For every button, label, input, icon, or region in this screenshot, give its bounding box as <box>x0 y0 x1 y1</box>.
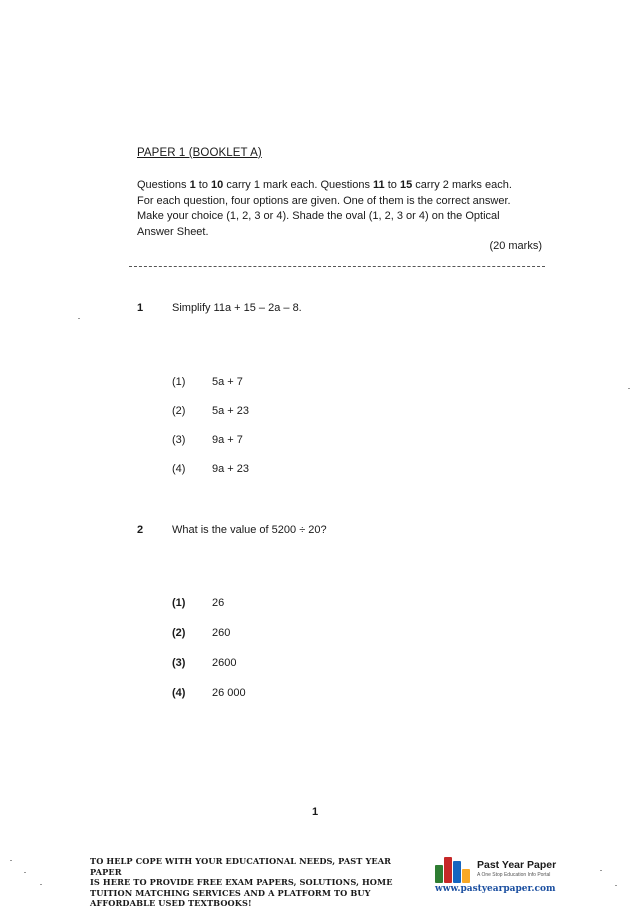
past-year-paper-logo <box>433 851 563 897</box>
scan-speck <box>78 318 80 319</box>
option-label: (2) <box>172 627 186 639</box>
question-1-number: 1 <box>137 302 144 314</box>
option-label: (2) <box>172 405 186 417</box>
question-2-option-2 <box>172 627 230 639</box>
question-2-option-3 <box>172 657 236 669</box>
book-red <box>444 857 452 883</box>
scan-speck <box>615 885 617 886</box>
page-number: 1 <box>312 806 319 818</box>
instruction-line-3: Make your choice (1, 2, 3 or 4). Shade the oval (1, 2, 3 or 4) on the Optical <box>137 210 500 222</box>
books-icon <box>435 855 473 883</box>
option-label: (3) <box>172 434 186 446</box>
option-value: 9a + 7 <box>212 434 243 446</box>
option-label: (3) <box>172 657 186 669</box>
scan-speck <box>628 388 630 389</box>
promo-line-4: AFFORDABLE USED TEXTBOOKS! <box>90 898 252 909</box>
option-label: (4) <box>172 463 186 475</box>
promo-text <box>90 856 420 909</box>
book-green <box>435 865 443 883</box>
option-value: 5a + 7 <box>212 376 243 388</box>
question-1-option-4 <box>172 463 249 475</box>
paper-title: PAPER 1 (BOOKLET A) <box>137 147 262 159</box>
logo-tagline: A One Stop Education Info Portal <box>477 872 551 878</box>
question-2-option-4 <box>172 687 246 699</box>
option-value: 26 000 <box>212 687 246 699</box>
instruction-line-2: For each question, four options are given. One of them is the correct answer. <box>137 194 511 207</box>
instructions <box>137 178 547 240</box>
question-1-option-2 <box>172 405 249 417</box>
logo-name: Past Year Paper <box>477 859 557 871</box>
total-marks: (20 marks) <box>489 240 542 252</box>
question-2-option-1 <box>172 597 224 609</box>
option-value: 2600 <box>212 657 237 669</box>
question-1-text: Simplify 11a + 15 – 2a – 8. <box>172 302 302 314</box>
option-label: (4) <box>172 687 186 699</box>
scan-speck <box>24 872 26 873</box>
question-1-option-3 <box>172 434 243 446</box>
option-value: 26 <box>212 597 225 609</box>
option-label: (1) <box>172 597 186 609</box>
instruction-line-1: Questions 1 to 10 carry 1 mark each. Questions 11 to 15 carry 2 marks each. <box>137 179 512 191</box>
section-divider <box>129 266 545 267</box>
option-value: 260 <box>212 627 231 639</box>
logo-url: www.pastyearpaper.com <box>435 884 556 894</box>
question-2-text: What is the value of 5200 ÷ 20? <box>172 524 327 536</box>
scan-speck <box>10 860 12 861</box>
promo-line-1: TO HELP COPE WITH YOUR EDUCATIONAL NEEDS, PAST YEAR PAPER <box>90 856 392 877</box>
promo-line-3: TUITION MATCHING SERVICES AND A PLATFORM TO BUY <box>90 887 371 898</box>
instruction-line-4: Answer Sheet. <box>137 225 209 238</box>
option-label: (1) <box>172 376 186 388</box>
question-1-option-1 <box>172 376 243 388</box>
book-yellow <box>462 869 470 883</box>
option-value: 9a + 23 <box>212 463 250 475</box>
scan-speck <box>600 870 602 871</box>
promo-line-2: IS HERE TO PROVIDE FREE EXAM PAPERS, SOLUTIONS, HOME <box>90 877 393 888</box>
scan-speck <box>40 884 42 885</box>
book-blue <box>453 861 461 883</box>
option-value: 5a + 23 <box>212 405 250 417</box>
question-2-number: 2 <box>137 524 144 536</box>
